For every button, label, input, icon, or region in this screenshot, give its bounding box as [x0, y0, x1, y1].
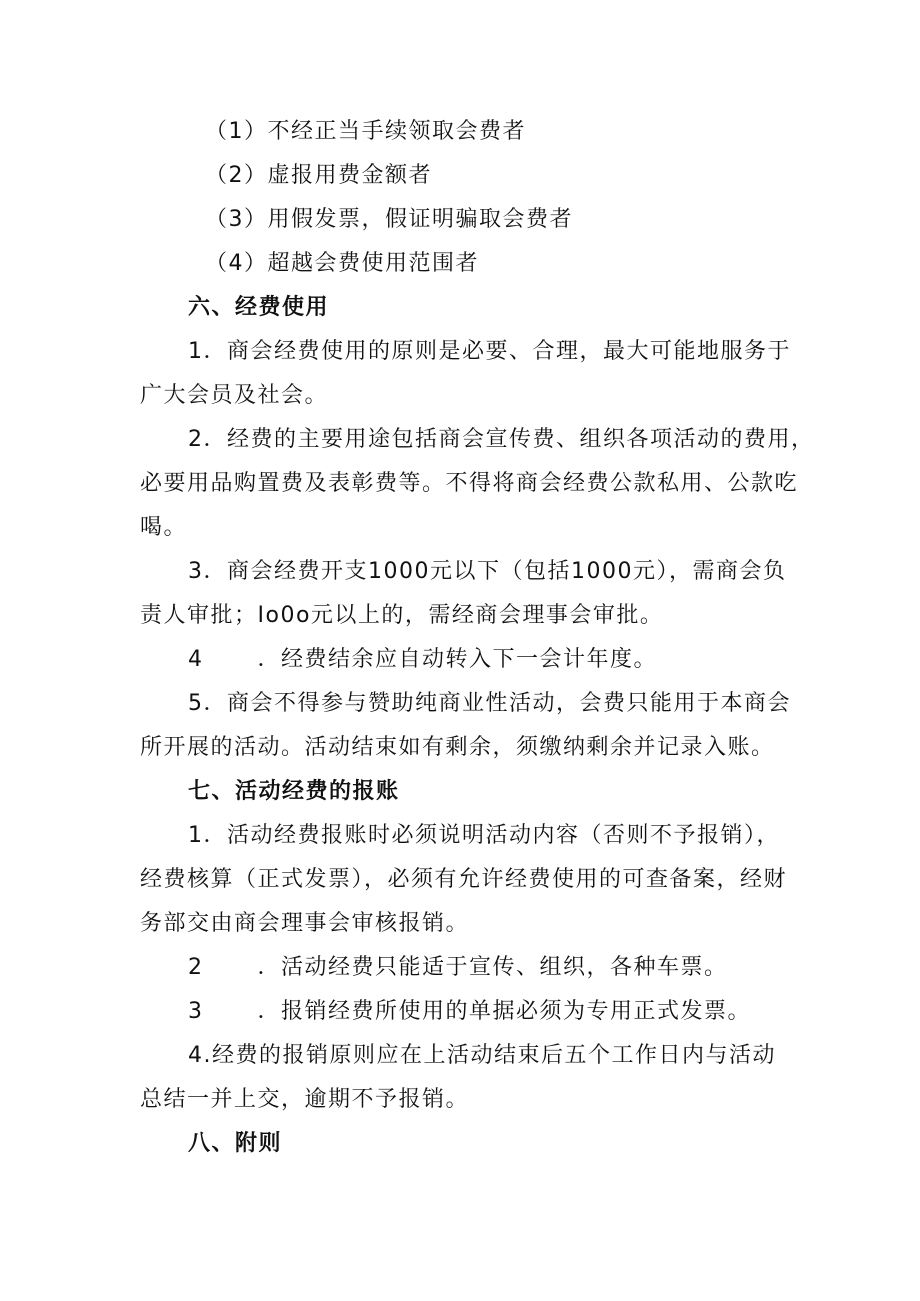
s7-p3	[188, 998, 751, 1026]
s6-p4-text: ．经费结余应自动转入下一会计年度。	[257, 647, 658, 672]
list-item-3: （3）用假发票，假证明骗取会费者	[205, 207, 573, 232]
list-item-1: （1）不经正当手续领取会费者	[205, 119, 526, 144]
s7-p1-line2: 经费核算（正式发票），必须有允许经费使用的可查备案，经财	[140, 867, 788, 892]
s6-p5-line1: 5．商会不得参与赞助纯商业性活动，会费只能用于本商会	[188, 691, 791, 716]
s7-p1-line1: 1．活动经费报账时必须说明活动内容（否则不予报销），	[188, 823, 780, 848]
s6-p2-line1: 2．经费的主要用途包括商会宣传费、组织各项活动的费用，	[188, 427, 815, 452]
s7-p3-text: ．报销经费所使用的单据必须为专用正式发票。	[257, 999, 752, 1024]
s7-p2-number: 2	[188, 955, 204, 980]
s6-p5-line2: 所开展的活动。活动结束如有剩余，须缴纳剩余并记录入账。	[140, 735, 775, 760]
s6-p2-line2: 必要用品购置费及表彰费等。不得将商会经费公款私用、公款吃	[140, 471, 799, 496]
section-7-heading: 七、活动经费的报账	[188, 779, 400, 804]
s7-p1-line3: 务部交由商会理事会审核报销。	[140, 911, 470, 936]
s6-p1-line1: 1．商会经费使用的原则是必要、合理，最大可能地服务于	[188, 339, 791, 364]
s7-p4-line1: 4.经费的报销原则应在上活动结束后五个工作日内与活动	[188, 1043, 776, 1068]
section-6-heading: 六、经费使用	[188, 295, 330, 320]
s6-p4	[188, 646, 657, 674]
section-8-heading: 八、附则	[188, 1131, 283, 1156]
s6-p4-number: 4	[188, 647, 204, 672]
s7-p2	[188, 954, 728, 982]
s6-p3-line2: 责人审批；Io0o元以上的，需经商会理事会审批。	[140, 603, 664, 628]
s7-p3-number: 3	[188, 999, 204, 1024]
list-item-4: （4）超越会费使用范围者	[205, 251, 479, 276]
s6-p2-line3: 喝。	[140, 515, 188, 540]
list-item-2: （2）虚报用费金额者	[205, 163, 432, 188]
s7-p2-text: ．活动经费只能适于宣传、组织，各种车票。	[257, 955, 728, 980]
s6-p3-line1: 3．商会经费开支1000元以下（包括1000元），需商会负	[188, 559, 787, 584]
s7-p4-line2: 总结一并上交，逾期不予报销。	[140, 1087, 470, 1112]
s6-p1-line2: 广大会员及社会。	[140, 383, 329, 408]
